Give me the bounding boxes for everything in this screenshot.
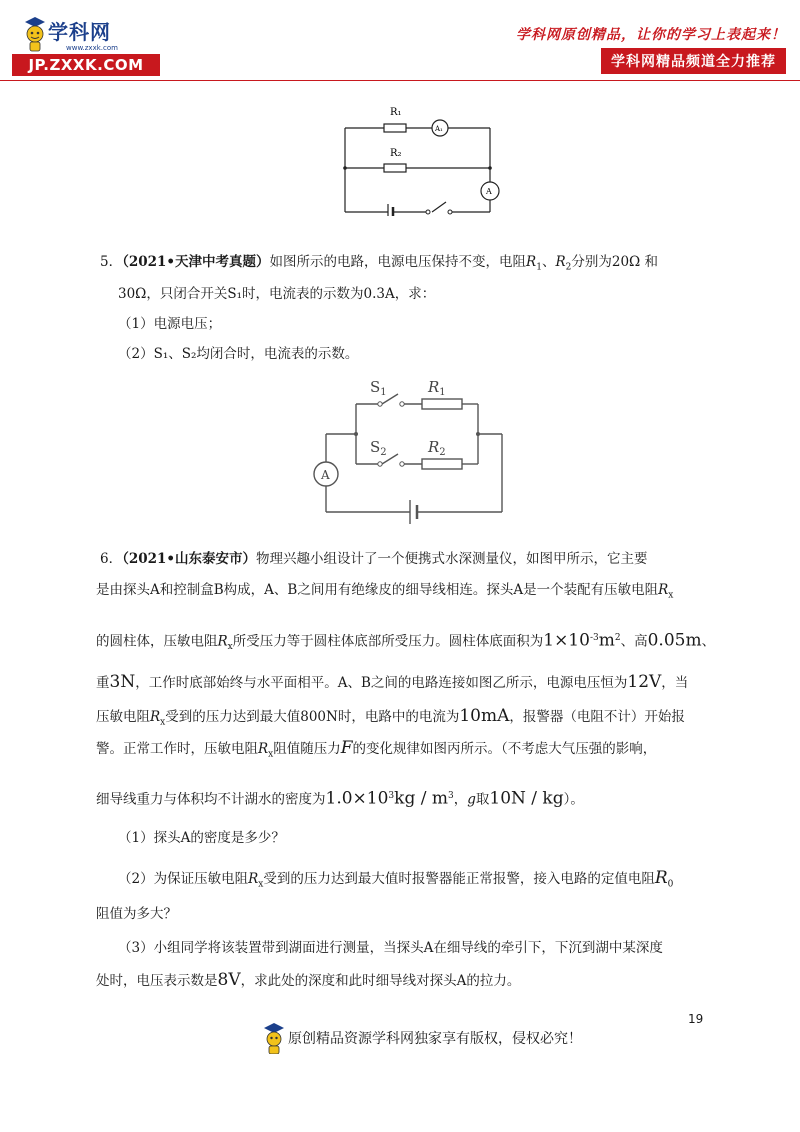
var-rx: R xyxy=(217,633,228,650)
var-r0: R xyxy=(654,868,668,888)
var-rx-sub: x xyxy=(258,879,264,890)
q5-text: 如图所示的电路，电源电压保持不变，电阻 xyxy=(269,254,527,270)
val-area-unit: m xyxy=(598,630,615,651)
var-rx-sub: x xyxy=(268,749,274,760)
q6-text-4b: ，工作时底部始终与水平面相平。A、B之间的电路连接如图乙所示，电源电压恒为 xyxy=(135,675,628,691)
var-rx: R xyxy=(248,871,259,887)
q6-sub2-a: （2）为保证压敏电阻 xyxy=(118,871,249,887)
q6-line-6 xyxy=(96,732,736,771)
q5-subquestion-1: （1）电源电压； xyxy=(118,316,222,332)
q6-text-5a: 压敏电阻 xyxy=(96,709,150,725)
var-r0-sub: 0 xyxy=(667,879,674,890)
q6-source: （2021•山东泰安市） xyxy=(122,551,257,567)
q6-text-1: 物理兴趣小组设计了一个便携式水深测量仪，如图甲所示，它主要 xyxy=(256,551,648,567)
page-number: 19 xyxy=(688,1012,704,1026)
val-voltmeter: 8V xyxy=(217,970,241,990)
q6-text-3b: 所受压力等于圆柱体底部所受压力。圆柱体底面积为 xyxy=(232,633,544,650)
copyright-text: 原创精品资源学科网独家享有版权，侵权必究！ xyxy=(288,1031,582,1047)
val-area-exp: -3 xyxy=(589,633,599,643)
var-r2: R xyxy=(555,254,566,270)
header-slogan: 学科网原创精品，让你的学习上表起来！ xyxy=(516,27,786,43)
fig2-s1-label: $S_1$ xyxy=(370,378,387,398)
val-density-unit-exp: 3 xyxy=(448,791,454,801)
header-banner: 学科网精品频道全力推荐 xyxy=(601,48,786,74)
var-force: F xyxy=(340,738,353,758)
q6-text-7b: ， xyxy=(453,791,468,808)
q6-subquestion-3-cont xyxy=(96,964,736,997)
q5-sep: 、 xyxy=(541,254,556,270)
val-current: 10mA xyxy=(459,706,510,726)
q6-text-7d: ）。 xyxy=(563,791,584,808)
var-r1-sub: 1 xyxy=(536,262,542,273)
q6-line-7 xyxy=(96,780,736,816)
val-voltage: 12V xyxy=(627,672,662,692)
val-weight: 3N xyxy=(109,672,136,692)
var-rx-sub: x xyxy=(668,590,674,601)
val-density-unit: kg / m xyxy=(394,788,448,809)
fig1-a-label: A xyxy=(486,187,492,196)
mascot-icon xyxy=(22,16,48,52)
var-rx-sub: x xyxy=(227,642,233,653)
q6-text-5c: ，报警器（电阻不计）开始报 xyxy=(509,709,685,725)
val-density-exp: 3 xyxy=(388,791,395,801)
q6-text-5b: 受到的压力达到最大值800N时，电路中的电流为 xyxy=(165,709,460,725)
q6-line-2 xyxy=(96,574,736,612)
val-area-unit-exp: 2 xyxy=(614,633,621,643)
q6-text-4a: 重 xyxy=(96,675,110,691)
q5-number: 5． xyxy=(100,254,123,270)
fig2-r2-label: $R_2$ xyxy=(428,438,446,458)
fig1-r2-label: R₂ xyxy=(390,148,402,159)
q6-text-3d: 、 xyxy=(701,633,716,650)
q6-text-6b: 阻值随压力 xyxy=(273,741,341,757)
site-logo xyxy=(12,16,160,76)
header-divider xyxy=(0,80,800,81)
var-rx: R xyxy=(150,709,161,725)
var-g: g xyxy=(467,791,476,808)
var-rx-sub: x xyxy=(160,717,166,728)
q5-subquestion-2: （2）S₁、S₂均闭合时，电流表的示数。 xyxy=(118,346,359,362)
q6-text-7c: 取 xyxy=(475,791,490,808)
q6-text-6a: 警。正常工作时，压敏电阻 xyxy=(96,741,258,757)
logo-url: www.zxxk.com xyxy=(66,44,118,52)
val-height: 0.05m xyxy=(647,630,702,651)
val-density: 1.0×10 xyxy=(325,788,389,809)
q6-subquestion-2-cont: 阻值为多大？ xyxy=(96,906,177,922)
var-rx: R xyxy=(658,582,669,598)
circuit-diagram-1 xyxy=(340,98,500,216)
fig2-r1-label: $R_1$ xyxy=(428,378,446,398)
logo-domain: JP.ZXXK.COM xyxy=(12,54,160,76)
fig2-s2-label: $S_2$ xyxy=(370,438,387,458)
q6-sub2-b: 受到的压力达到最大值时报警器能正常报警，接入电路的定值电阻 xyxy=(263,871,655,887)
q6-line-4 xyxy=(96,666,736,699)
val-g: 10N / kg xyxy=(489,788,564,809)
q6-text-4c: ，当 xyxy=(661,675,689,691)
q6-sub3-b: 处时，电压表示数是 xyxy=(96,973,218,989)
q6-line-1 xyxy=(100,543,720,575)
q5-text-b: 分别为20Ω 和 xyxy=(571,254,659,270)
q5-source: （2021•天津中考真题） xyxy=(122,254,270,270)
var-r2-sub: 2 xyxy=(565,262,572,273)
q6-subquestion-2 xyxy=(118,862,738,901)
logo-name: 学科网 xyxy=(48,20,111,44)
mascot-icon xyxy=(262,1022,286,1054)
q6-text-7a: 细导线重力与体积均不计湖水的密度为 xyxy=(96,791,326,808)
fig1-r1-label: R₁ xyxy=(390,107,402,118)
q6-subquestion-3: （3）小组同学将该装置带到湖面进行测量，当探头A在细导线的牵引下，下沉到湖中某深度 xyxy=(118,940,663,956)
q6-subquestion-1: （1）探头A的密度是多少？ xyxy=(118,830,285,846)
circuit-diagram-2 xyxy=(312,372,512,530)
q6-number: 6． xyxy=(100,551,123,567)
var-rx: R xyxy=(258,741,269,757)
var-r1: R xyxy=(526,254,537,270)
q6-text-3c: 、高 xyxy=(620,633,648,650)
q6-line-3 xyxy=(96,622,736,663)
q6-text-2: 是由探头A和控制盒B构成，A、B之间用有绝缘皮的细导线相连。探头A是一个装配有压敏电阻 xyxy=(96,582,659,598)
fig2-a-label: A xyxy=(321,468,330,482)
val-area: 1×10 xyxy=(543,630,590,651)
q5-line-2: 30Ω，只闭合开关S₁时，电流表的示数为0.3A，求： xyxy=(118,286,436,302)
fig1-a1-label: A₁ xyxy=(435,125,443,133)
q6-text-6c: 的变化规律如图丙所示。（不考虑大气压强的影响， xyxy=(352,741,657,757)
q6-text-3a: 的圆柱体，压敏电阻 xyxy=(96,633,218,650)
q6-sub3-c: ，求此处的深度和此时细导线对探头A的拉力。 xyxy=(240,973,521,989)
